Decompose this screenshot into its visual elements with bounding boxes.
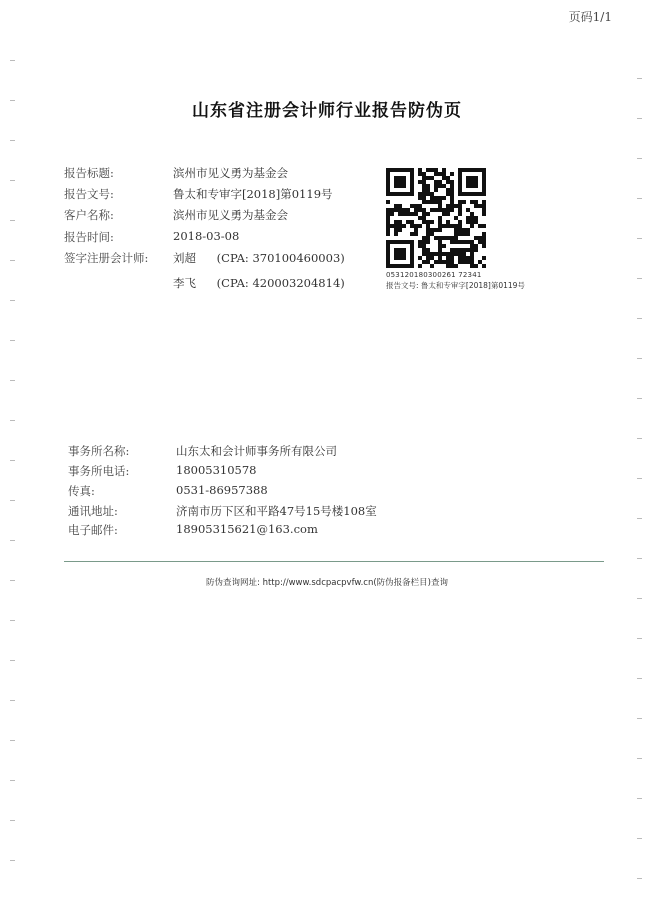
margin-mark [637, 198, 642, 199]
margin-mark [637, 838, 642, 839]
margin-mark [10, 700, 15, 701]
margin-mark [637, 238, 642, 239]
page-number: 页码1/1 [568, 10, 612, 24]
qr-serial: 053120180300261 72341 [386, 271, 482, 279]
margin-mark [637, 118, 642, 119]
margin-mark [10, 620, 15, 621]
firm-name-label: 事务所名称: [68, 444, 130, 458]
margin-mark [10, 540, 15, 541]
margin-mark [10, 460, 15, 461]
margin-mark [10, 580, 15, 581]
margin-mark [10, 220, 15, 221]
cpa-number: (CPA: 420003204814) [216, 276, 345, 290]
margin-mark [10, 780, 15, 781]
margin-mark [637, 558, 642, 559]
cpa-entry [173, 250, 345, 266]
report-title-value: 滨州市见义勇为基金会 [173, 166, 288, 180]
qr-code [386, 168, 486, 268]
margin-mark [637, 438, 642, 439]
verification-footer: 防伪查询网址: http://www.sdcpacpvfw.cn(防伪报备栏目)查询 [206, 578, 448, 588]
margin-mark [637, 518, 642, 519]
margin-mark [10, 740, 15, 741]
divider [64, 561, 604, 562]
firm-phone-value: 18005310578 [176, 463, 257, 477]
margin-mark [10, 820, 15, 821]
margin-mark [637, 358, 642, 359]
margin-mark [637, 758, 642, 759]
firm-address-value: 济南市历下区和平路47号15号楼108室 [176, 504, 377, 518]
cpa-entry [173, 275, 345, 291]
page-title: 山东省注册会计师行业报告防伪页 [192, 101, 462, 121]
margin-mark [637, 318, 642, 319]
firm-address-label: 通讯地址: [68, 504, 118, 518]
margin-mark [637, 598, 642, 599]
client-name-label: 客户名称: [64, 208, 114, 222]
margin-mark [637, 398, 642, 399]
margin-mark [637, 478, 642, 479]
margin-mark [637, 878, 642, 879]
firm-fax-value: 0531-86957388 [176, 483, 268, 497]
firm-phone-label: 事务所电话: [68, 464, 130, 478]
margin-mark [10, 180, 15, 181]
margin-mark [637, 798, 642, 799]
margin-mark [10, 260, 15, 261]
margin-mark [637, 638, 642, 639]
report-date-label: 报告时间: [64, 230, 114, 244]
cpa-name: 刘超 [173, 251, 196, 265]
margin-mark [10, 340, 15, 341]
firm-email-value: 18905315621@163.com [176, 522, 318, 536]
margin-mark [637, 78, 642, 79]
report-date-value: 2018-03-08 [173, 229, 240, 243]
cpa-label: 签字注册会计师: [64, 251, 149, 265]
client-name-value: 滨州市见义勇为基金会 [173, 208, 288, 222]
firm-email-label: 电子邮件: [68, 523, 118, 537]
margin-mark [10, 300, 15, 301]
margin-mark [10, 140, 15, 141]
margin-mark [637, 278, 642, 279]
qr-report-number: 报告文号: 鲁太和专审字[2018]第0119号 [386, 281, 525, 290]
margin-mark [10, 100, 15, 101]
margin-mark [10, 860, 15, 861]
cpa-name: 李飞 [173, 276, 196, 290]
qr-block [386, 168, 546, 291]
margin-mark [637, 158, 642, 159]
margin-mark [10, 420, 15, 421]
cpa-number: (CPA: 370100460003) [216, 251, 345, 265]
margin-mark [10, 60, 15, 61]
margin-mark [10, 660, 15, 661]
firm-name-value: 山东太和会计师事务所有限公司 [176, 444, 337, 458]
margin-mark [10, 380, 15, 381]
report-number-value: 鲁太和专审字[2018]第0119号 [173, 187, 333, 201]
margin-mark [10, 500, 15, 501]
report-number-label: 报告文号: [64, 187, 114, 201]
margin-mark [637, 718, 642, 719]
firm-fax-label: 传真: [68, 484, 95, 498]
report-title-label: 报告标题: [64, 166, 114, 180]
margin-mark [637, 678, 642, 679]
